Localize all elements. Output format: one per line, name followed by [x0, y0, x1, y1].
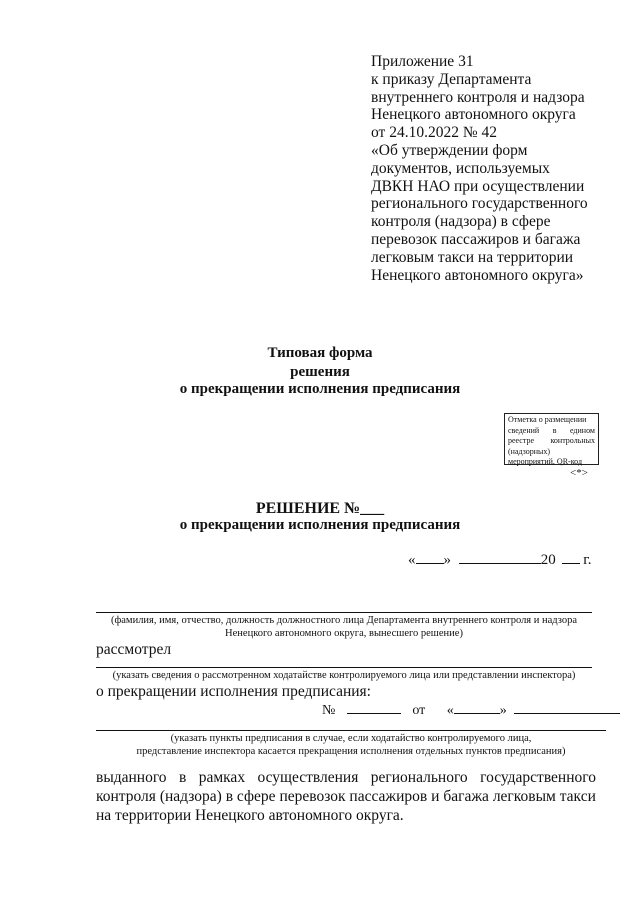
body-paragraph [96, 768, 596, 825]
decision-subtitle: о прекращении исполнения предписания [179, 517, 461, 533]
body-word: перевозок [279, 788, 346, 805]
reviewed-label: рассмотрел [96, 641, 172, 658]
body-word: в [178, 769, 187, 786]
stamp-word: реестре [508, 436, 534, 445]
body-word: легковым [492, 788, 556, 805]
year-field[interactable] [562, 550, 580, 564]
date-open-quote: « [408, 552, 416, 568]
appendix-block [371, 53, 588, 284]
appendix-line: от 24.10.2022 № 42 [371, 124, 497, 142]
hint-line: (фамилия, имя, отчество, должность должностного лица Департамента внутреннего контроля и надзора [110, 615, 578, 626]
termination-label: о прекращении исполнения предписания: [96, 683, 371, 700]
date-line [408, 550, 591, 569]
prescription-day-field[interactable] [454, 700, 500, 714]
stamp-line: (надзорных) [508, 446, 551, 456]
year-prefix: 20 [540, 552, 556, 568]
form-title-line2: решения [290, 364, 350, 380]
petition-hint: (указать сведения о рассмотренном ходатайстве контролируемого лица или представлении инспектора) [112, 670, 576, 681]
body-word: багажа [443, 788, 489, 805]
number-row [322, 700, 620, 719]
points-field[interactable] [96, 730, 606, 731]
body-word: сфере [236, 788, 276, 805]
appendix-line: легковым такси на территории [371, 248, 574, 266]
close-quote: » [499, 703, 507, 718]
appendix-line: Ненецкого автономного округа [371, 106, 576, 124]
body-word: осуществления [257, 769, 359, 786]
petition-field[interactable] [96, 667, 592, 668]
body-word: выданного [96, 769, 167, 786]
prescription-date-field[interactable] [514, 700, 620, 714]
stamp-word: едином [569, 425, 595, 435]
body-word: пассажиров [349, 788, 428, 805]
body-word: контроля [96, 788, 156, 805]
from-label: от [412, 703, 426, 718]
body-word: (надзора) [159, 788, 222, 805]
points-hint [96, 732, 606, 758]
stamp-word: в [552, 425, 557, 435]
body-line: на территории Ненецкого автономного округа. [96, 807, 404, 824]
body-word: такси [559, 788, 596, 805]
year-suffix: г. [583, 552, 592, 568]
appendix-line: к приказу Департамента [371, 70, 532, 88]
stamp-word: контрольных [550, 436, 595, 445]
body-word: государственного [480, 769, 596, 786]
open-quote: « [446, 703, 454, 718]
prescription-number-field[interactable] [347, 700, 401, 714]
body-line [96, 787, 596, 806]
appendix-line: Приложение 31 [371, 53, 474, 70]
decision-title: РЕШЕНИЕ №___ [255, 500, 385, 517]
body-word: регионального [370, 769, 468, 786]
appendix-line: Ненецкого автономного округа» [371, 266, 584, 284]
appendix-line: внутреннего контроля и надзора [371, 88, 585, 106]
footnote-marker: <*> [570, 467, 588, 479]
number-sign: № [322, 703, 336, 718]
registry-stamp-box [504, 413, 599, 465]
stamp-line [508, 436, 595, 447]
stamp-word: сведений [508, 425, 540, 435]
body-word: рамках [198, 769, 246, 786]
stamp-line: мероприятий, QR-код [508, 457, 583, 466]
stamp-line: Отметка о размещении [508, 415, 587, 424]
official-hint [96, 614, 592, 640]
body-word: в [225, 788, 234, 805]
body-line [96, 768, 596, 787]
body-word: и [431, 788, 440, 805]
appendix-line: документов, используемых [371, 159, 550, 177]
appendix-line: «Об утверждении форм [371, 141, 528, 159]
form-title-line3: о прекращении исполнения предписания [179, 381, 461, 397]
hint-line: представление инспектора касается прекращения исполнения отдельных пунктов предписания) [136, 746, 566, 757]
date-close-quote: » [443, 552, 451, 568]
day-field[interactable] [416, 550, 444, 564]
appendix-line: контроля (надзора) в сфере [371, 213, 551, 231]
appendix-line: регионального государственного [371, 195, 588, 213]
hint-line: (указать пункты предписания в случае, если ходатайство контролируемого лица, [170, 733, 532, 744]
appendix-line: перевозок пассажиров и багажа [371, 230, 581, 248]
form-title-line1: Типовая форма [267, 345, 373, 361]
official-name-field[interactable] [96, 612, 592, 613]
appendix-line: ДВКН НАО при осуществлении [371, 177, 585, 195]
hint-line: Ненецкого автономного округа, вынесшего решение) [225, 628, 463, 639]
month-field[interactable] [459, 550, 541, 564]
stamp-line [508, 426, 595, 437]
